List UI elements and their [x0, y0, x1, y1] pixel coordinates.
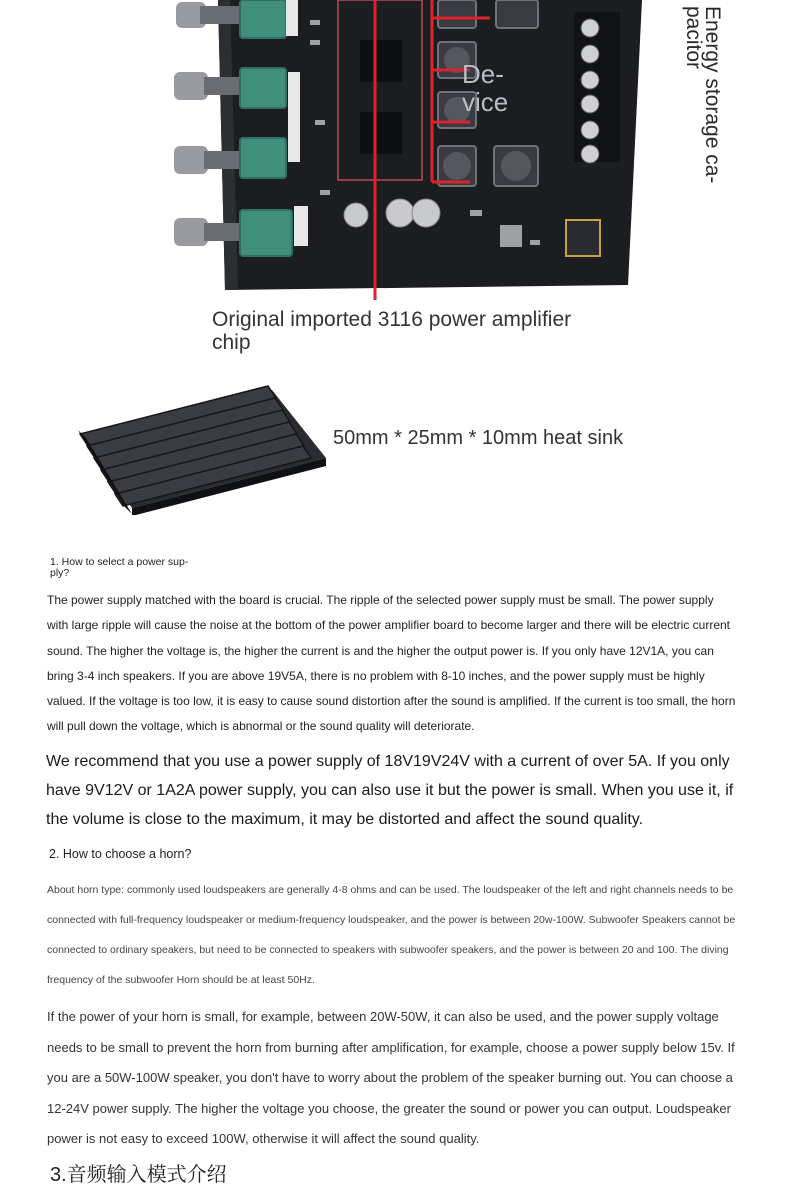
heat-sink-label: 50mm * 25mm * 10mm heat sink — [333, 427, 624, 449]
audio-input-heading: 3.音频输入模式介绍 — [50, 1164, 227, 1186]
horn-heading: 2. How to choose a horn? — [49, 847, 192, 861]
horn-type-paragraph: About horn type: commonly used loudspeakers are generally 4-8 ohms and can be used. The loudspeaker of the left and right channels needs to be connected with full-frequency loudspeaker or medium-frequency loudspeaker, and the power is between 20w-100W. Subwoofer Speakers cannot be connected to ordinary speakers, but need to be connected to speakers with subwoofer speakers, and the power is between 20 and 100. The diving frequency of the subwoofer Horn should be at least 50Hz. — [47, 884, 736, 986]
amplifier-board-photo — [170, 0, 650, 300]
power-supply-heading: 1. How to select a power sup- ply? — [50, 556, 189, 579]
device-label: De- vice — [462, 59, 509, 117]
power-supply-paragraph: The power supply matched with the board is crucial. The ripple of the selected power supply must be small. The power supply with large ripple will cause the noise at the bottom of the power amplifier board to become larger and there will be electric current sound. The higher the voltage is, the higher the current is and the higher the output power is. If you only have 12V1A, you can bring 3-4 inch speakers. If you are above 19V5A, there is no problem with 8-10 inches, and the power supply must be highly valued. If the voltage is too low, it is easy to cause sound distortion after the sound is amplified. If the current is too small, the horn will pull down the voltage, which is abnormal or the sound quality will deteriorate. — [47, 593, 736, 734]
heat-sink-photo — [72, 380, 332, 515]
energy-capacitor-label: Energy storage ca- pacitor — [682, 6, 724, 184]
recommendation-paragraph: We recommend that you use a power supply of 18V19V24V with a current of over 5A. If you only have 9V12V or 1A2A power supply, you can also use it but the power is small. When you use it, if the volume is close to the maximum, it may be distorted and affect the sound quality. — [46, 753, 734, 828]
horn-power-paragraph: If the power of your horn is small, for example, between 20W-50W, it can also be used, and the power supply voltage needs to be small to prevent the horn from burning after amplification, for example, choose a power supply below 15v. If you are a 50W-100W speaker, you don't have to worry about the problem of the speaker burning out. You can choose a 12-24V power supply. The higher the voltage you choose, the greater the sound or power you can output. Loudspeaker power is not easy to exceed 100W, otherwise it will affect the sound quality. — [47, 1009, 735, 1146]
chip-label: Original imported 3116 power amplifier chip — [212, 308, 572, 354]
